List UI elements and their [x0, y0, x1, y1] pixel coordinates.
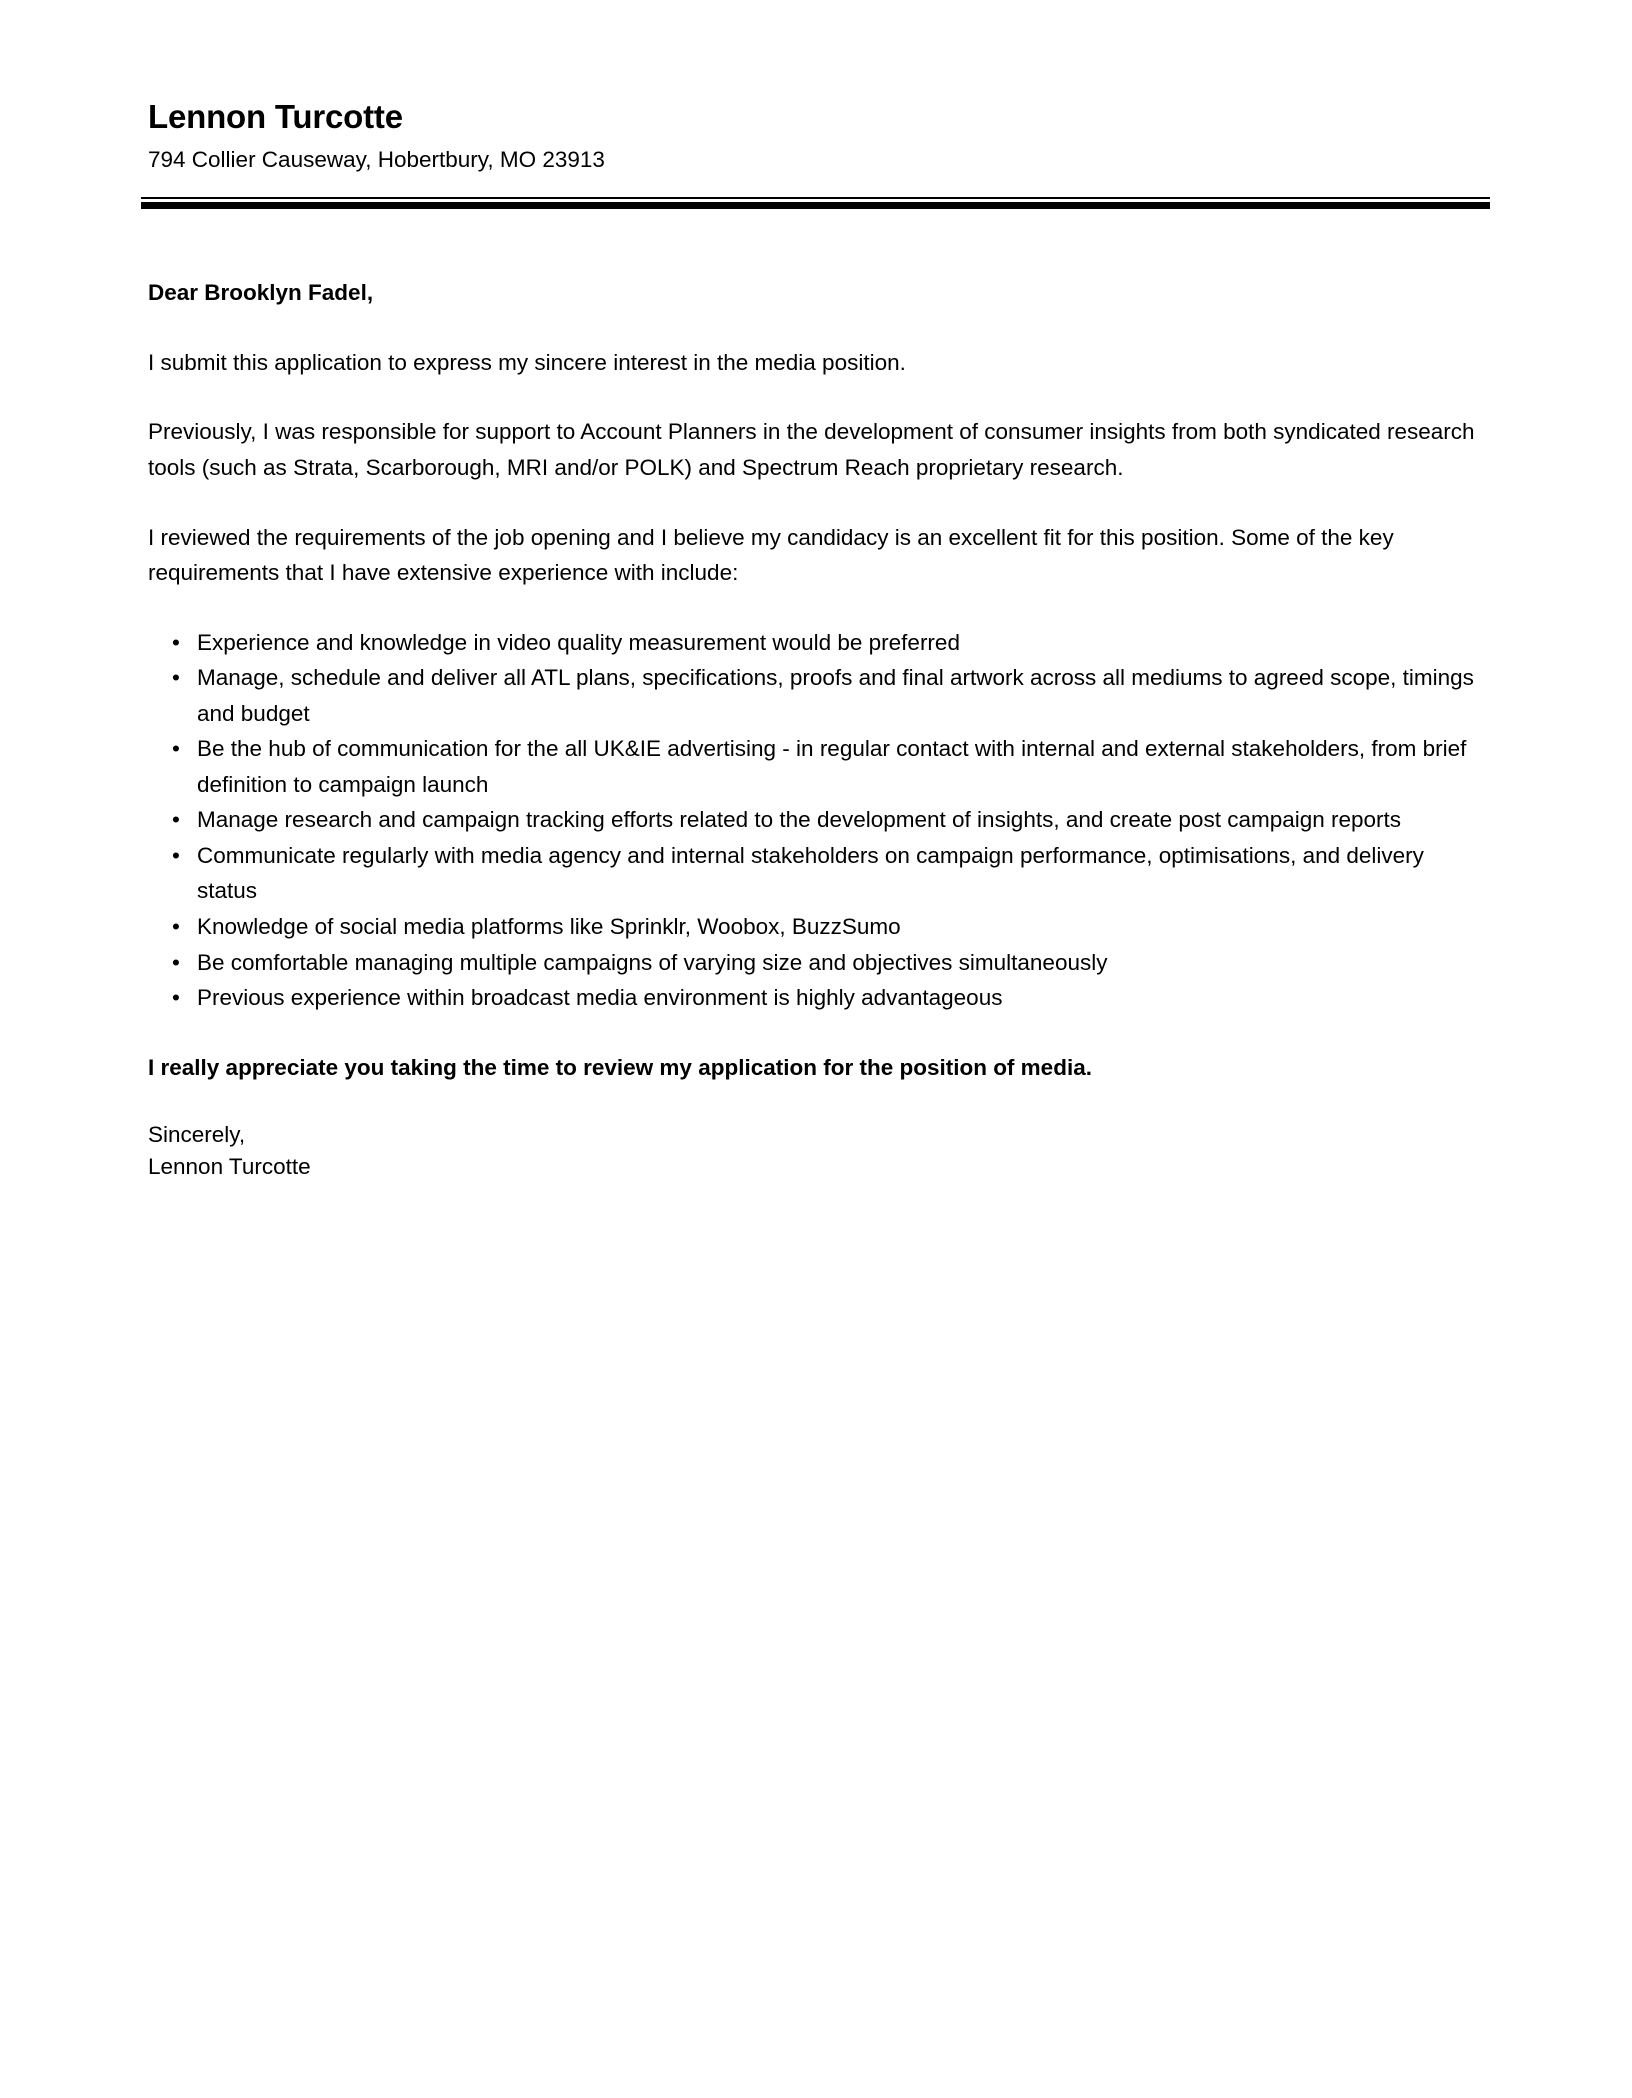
list-item — [148, 731, 1490, 802]
bullet-icon: • — [172, 949, 180, 975]
list-item-text: Experience and knowledge in video quality measurement would be preferred — [197, 629, 960, 655]
requirements-list — [148, 625, 1490, 1016]
bullet-icon: • — [172, 985, 180, 1011]
list-item — [148, 945, 1490, 981]
letter-content — [148, 0, 1490, 1183]
list-item-text: Manage, schedule and deliver all ATL plans, specifications, proofs and final artwork across all mediums to agreed scope, timings and budget — [197, 665, 1474, 726]
sender-name: Lennon Turcotte — [148, 98, 403, 135]
list-item — [148, 980, 1490, 1016]
list-item — [148, 838, 1490, 909]
closing-statement: I really appreciate you taking the time to review my application for the position of media. — [148, 1054, 1092, 1080]
list-item-text: Previous experience within broadcast media environment is highly advantageous — [197, 985, 1003, 1011]
bullet-icon: • — [172, 913, 180, 939]
letterhead — [148, 0, 1490, 175]
list-item — [148, 660, 1490, 731]
list-item — [148, 802, 1490, 838]
signoff-name: Lennon Turcotte — [148, 1154, 311, 1180]
list-item-text: Knowledge of social media platforms like Sprinklr, Woobox, BuzzSumo — [197, 913, 901, 939]
letter-body — [148, 275, 1490, 1183]
list-item — [148, 625, 1490, 661]
salutation: Dear Brooklyn Fadel, — [148, 280, 374, 306]
signature-block — [148, 1119, 1490, 1183]
bullet-icon: • — [172, 807, 180, 833]
header-divider — [141, 197, 1490, 209]
list-item-text: Be comfortable managing multiple campaigns of varying size and objectives simultaneously — [197, 949, 1108, 975]
bullet-icon: • — [172, 629, 180, 655]
list-item-text: Be the hub of communication for the all UK&IE advertising - in regular contact with internal and external stakeholders, from brief definition to campaign launch — [197, 736, 1467, 797]
paragraph-experience: Previously, I was responsible for support to Account Planners in the development of consumer insights from both syndicated research tools (such as Strata, Scarborough, MRI and/or POLK) and Spectrum Reach proprietary research. — [148, 419, 1475, 480]
bullet-icon: • — [172, 665, 180, 691]
list-item-text: Communicate regularly with media agency and internal stakeholders on campaign performance, optimisations, and delivery status — [197, 842, 1424, 904]
bullet-icon: • — [172, 736, 180, 762]
paragraph-intro: I submit this application to express my sincere interest in the media position. — [148, 349, 906, 375]
list-item — [148, 909, 1490, 945]
bullet-icon: • — [172, 842, 180, 868]
paragraph-requirements-intro: I reviewed the requirements of the job opening and I believe my candidacy is an excellent fit for this position. Some of the key requirements that I have extensive experience with include: — [148, 524, 1394, 586]
divider-thick-rule — [141, 202, 1490, 209]
list-item-text: Manage research and campaign tracking efforts related to the development of insights, and create post campaign reports — [197, 807, 1402, 833]
signoff-closing: Sincerely, — [148, 1122, 246, 1148]
sender-address: 794 Collier Causeway, Hobertbury, MO 23913 — [148, 146, 605, 172]
